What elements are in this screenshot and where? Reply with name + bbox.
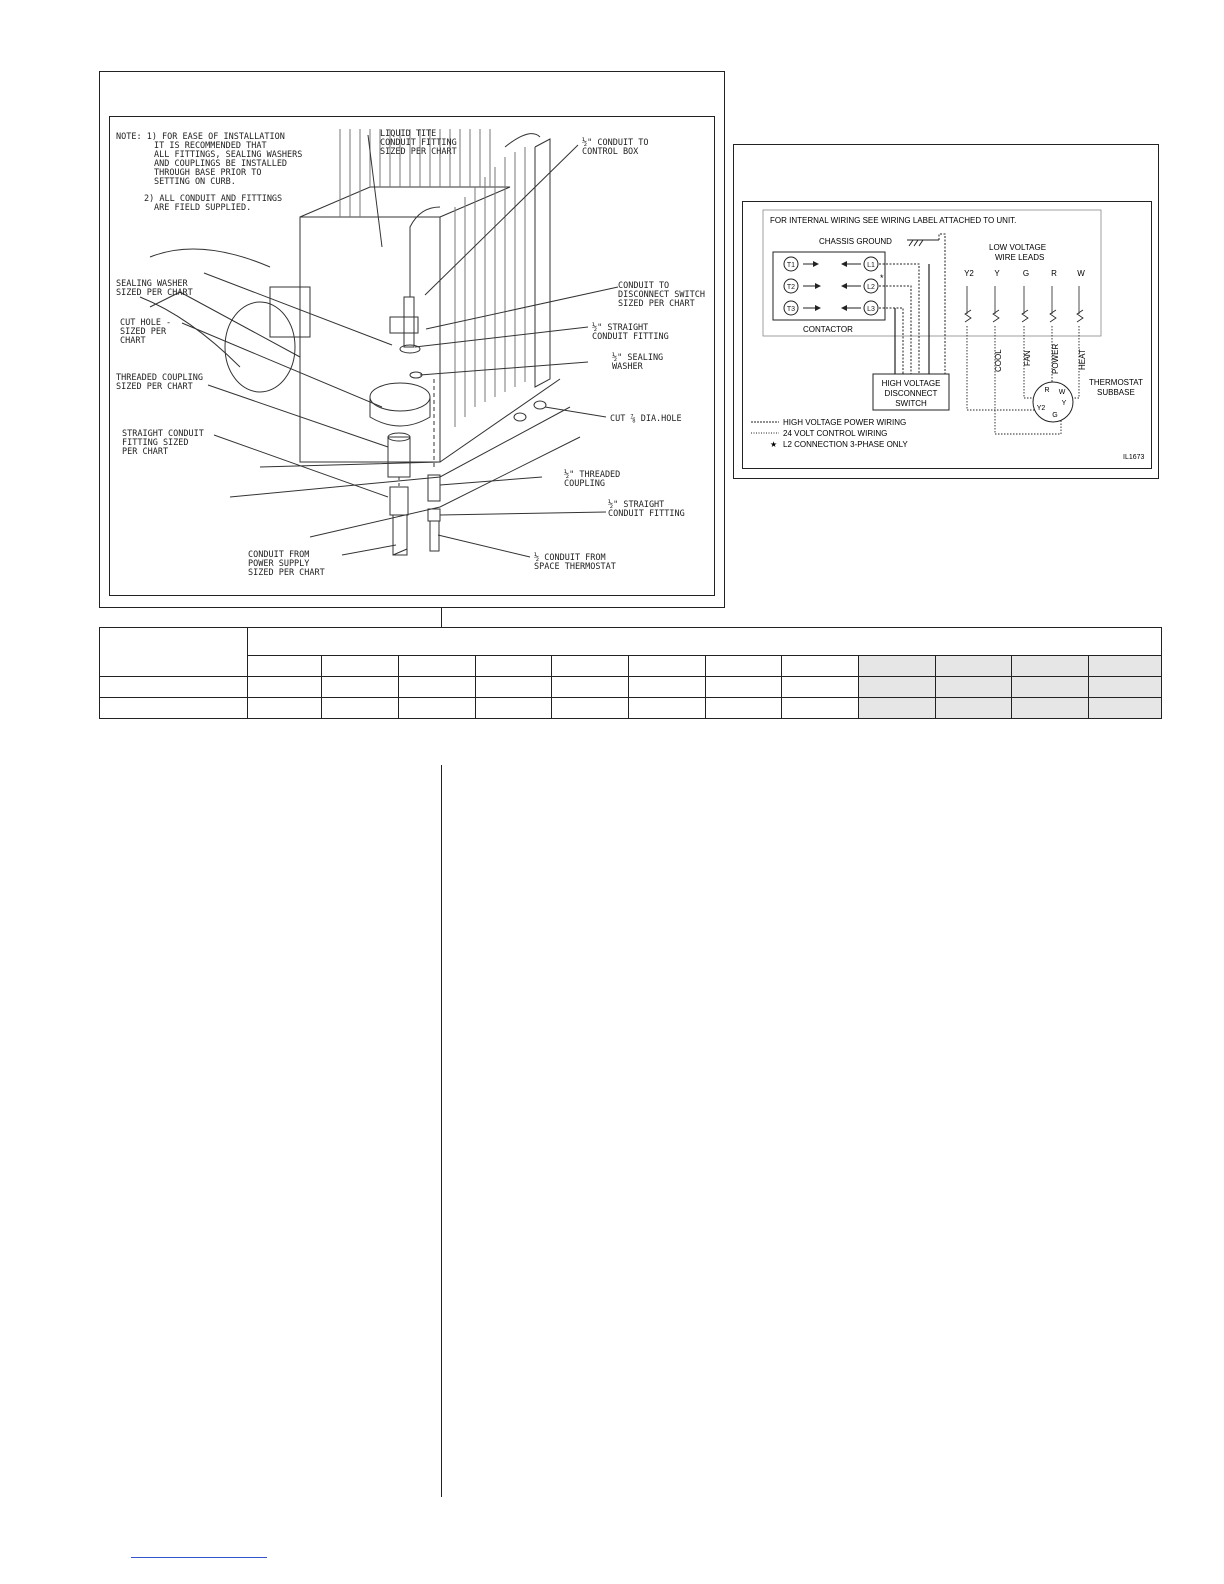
spec-table-wrap (99, 627, 1162, 719)
table-group-header (248, 628, 1162, 656)
t2-label: T2 (786, 284, 796, 291)
note-line-8: ARE FIELD SUPPLIED. (154, 203, 252, 213)
callout-straight-half-1: ½" STRAIGHT (592, 323, 649, 333)
callout-straight-conduit-1: STRAIGHT CONDUIT (122, 429, 204, 439)
spec-table (99, 627, 1162, 719)
callout-straight-conduit-3: PER CHART (122, 447, 169, 457)
table-cell (322, 698, 399, 719)
l1-label: L1 (867, 262, 875, 269)
table-cell (859, 698, 936, 719)
legend-high-voltage: HIGH VOLTAGE POWER WIRING (783, 418, 907, 427)
lead-coils (965, 286, 1083, 322)
callout-sealing-washer-2: SIZED PER CHART (116, 288, 193, 298)
table-header-cell (1089, 656, 1162, 677)
table-header-cell (552, 656, 629, 677)
lead-r-label: R (1051, 269, 1057, 278)
table-header-cell (399, 656, 476, 677)
tstat-w: W (1058, 389, 1066, 396)
callout-cut-dia-hole: CUT ⅞ DIA.HOLE (610, 414, 682, 424)
table-cell (1012, 677, 1089, 698)
callout-threaded-half-1: ½" THREADED (564, 470, 621, 480)
lead-y-label: Y (994, 269, 1000, 278)
table-cell (936, 677, 1012, 698)
low-voltage-label-1: LOW VOLTAGE (989, 243, 1047, 252)
callout-sealing-washer-1: SEALING WASHER (116, 279, 188, 289)
l2-label: L2 (867, 284, 875, 291)
table-header-cell (1012, 656, 1089, 677)
callout-thermostat-1: ½ CONDUIT FROM (534, 553, 606, 563)
callout-sealing-half-1: ½" SEALING (612, 353, 664, 363)
table-cell (248, 698, 322, 719)
callout-threaded-coupling-1: THREADED COUPLING (116, 373, 203, 383)
table-cell (706, 677, 782, 698)
wiring-diagram (743, 202, 1151, 468)
disconnect-label-2: DISCONNECT (884, 389, 938, 398)
callout-disconnect-1: CONDUIT TO (618, 281, 670, 291)
table-cell (552, 677, 629, 698)
table-header-cell (859, 656, 936, 677)
table-cell (936, 698, 1012, 719)
lead-g-label: G (1022, 269, 1030, 278)
callout-cut-hole-3: CHART (120, 336, 146, 346)
lead-y2-label: Y2 (964, 269, 974, 278)
l2-star: * (880, 273, 884, 283)
table-cell (100, 677, 248, 698)
disconnect-label-3: SWITCH (895, 399, 927, 408)
callout-disconnect-3: SIZED PER CHART (618, 299, 695, 309)
callout-control-box-2: CONTROL BOX (582, 147, 639, 157)
callout-cut-hole-1: CUT HOLE - (120, 318, 172, 328)
footer-rule (131, 1557, 267, 1558)
l3-label: L3 (867, 306, 875, 313)
table-header-cell (322, 656, 399, 677)
disconnect-label-1: HIGH VOLTAGE (881, 379, 941, 388)
note-line-7: 2) ALL CONDUIT AND FITTINGS (144, 194, 283, 204)
conduit-installation-drawing (110, 117, 714, 595)
table-cell (248, 677, 322, 698)
note-line-2: IT IS RECOMMENDED THAT (154, 141, 267, 151)
callout-straight-half2-1: ½" STRAIGHT (608, 500, 665, 510)
callout-liquid-tite-1: LIQUID TITE (380, 129, 437, 139)
callout-threaded-half-2: COUPLING (564, 479, 605, 489)
table-header-cell (782, 656, 859, 677)
note-line-6: SETTING ON CURB. (154, 177, 236, 187)
power-label: POWER (1051, 343, 1060, 374)
wiring-figure-frame (733, 144, 1159, 479)
t3-label: T3 (786, 306, 796, 313)
note-line-4: AND COUPLINGS BE INSTALLED (154, 159, 288, 169)
connector-tick (441, 608, 442, 627)
legend-star: ★ (770, 440, 778, 449)
table-cell (476, 677, 552, 698)
tstat-r: R (1044, 387, 1050, 394)
callout-power-supply-1: CONDUIT FROM (248, 550, 310, 560)
table-header-cell (248, 656, 322, 677)
table-corner-cell (100, 628, 248, 677)
callout-liquid-tite-2: CONDUIT FITTING (380, 138, 457, 148)
ground-wires (895, 264, 929, 374)
fan-label: FAN (1023, 350, 1032, 366)
conduit-figure-frame (99, 71, 725, 608)
table-cell (399, 698, 476, 719)
chassis-ground-label: CHASSIS GROUND (819, 237, 892, 246)
callout-straight-conduit-2: FITTING SIZED (122, 438, 189, 448)
legend-l2: L2 CONNECTION 3-PHASE ONLY (783, 440, 908, 449)
column-divider (441, 765, 442, 1497)
callout-straight-half2-2: CONDUIT FITTING (608, 509, 685, 519)
legend-control: 24 VOLT CONTROL WIRING (783, 429, 888, 438)
thermostat-label-1: THERMOSTAT (1089, 378, 1143, 387)
table-cell (629, 698, 706, 719)
callout-control-box-1: ½" CONDUIT TO (582, 138, 649, 148)
table-cell (1089, 677, 1162, 698)
table-header-cell (706, 656, 782, 677)
table-cell (706, 698, 782, 719)
tstat-g: G (1052, 412, 1058, 419)
wiring-header: FOR INTERNAL WIRING SEE WIRING LABEL ATTACHED TO UNIT. (770, 216, 1017, 225)
table-header-cell (629, 656, 706, 677)
conduit-figure-panel (109, 116, 715, 596)
table-cell (476, 698, 552, 719)
heat-label: HEAT (1078, 349, 1087, 370)
ground-symbol (907, 240, 939, 246)
high-voltage-wires (879, 234, 945, 374)
wiring-figure-panel (742, 201, 1152, 469)
callout-straight-half-2: CONDUIT FITTING (592, 332, 669, 342)
note-line-3: ALL FITTINGS, SEALING WASHERS (154, 150, 303, 160)
note-line-5: THROUGH BASE PRIOR TO (154, 168, 262, 178)
callout-thermostat-2: SPACE THERMOSTAT (534, 562, 616, 572)
callout-cut-hole-2: SIZED PER (120, 327, 167, 337)
callout-disconnect-2: DISCONNECT SWITCH (618, 290, 705, 300)
table-row (100, 698, 1162, 719)
tstat-y: Y (1061, 400, 1067, 407)
table-cell (629, 677, 706, 698)
table-cell (859, 677, 936, 698)
t1-label: T1 (786, 262, 796, 269)
table-cell (399, 677, 476, 698)
table-header-cell (476, 656, 552, 677)
table-cell (100, 698, 248, 719)
table-cell (1012, 698, 1089, 719)
contactor-label: CONTACTOR (803, 325, 853, 334)
callout-power-supply-3: SIZED PER CHART (248, 568, 325, 578)
callout-liquid-tite-3: SIZED PER CHART (380, 147, 457, 157)
table-header-cell (936, 656, 1012, 677)
callout-power-supply-2: POWER SUPPLY (248, 559, 310, 569)
note-line-1: NOTE: 1) FOR EASE OF INSTALLATION (116, 132, 285, 142)
cool-label: COOL (994, 349, 1003, 372)
low-voltage-label-2: WIRE LEADS (995, 253, 1045, 262)
tstat-y2: Y2 (1036, 405, 1046, 412)
table-cell (322, 677, 399, 698)
table-row (100, 677, 1162, 698)
lead-w-label: W (1077, 269, 1085, 278)
diagram-code: IL1673 (1123, 454, 1145, 461)
table-cell (782, 677, 859, 698)
table-cell (552, 698, 629, 719)
callout-threaded-coupling-2: SIZED PER CHART (116, 382, 193, 392)
table-cell (1089, 698, 1162, 719)
table-cell (782, 698, 859, 719)
thermostat-label-2: SUBBASE (1097, 388, 1135, 397)
callout-sealing-half-2: WASHER (612, 362, 643, 372)
